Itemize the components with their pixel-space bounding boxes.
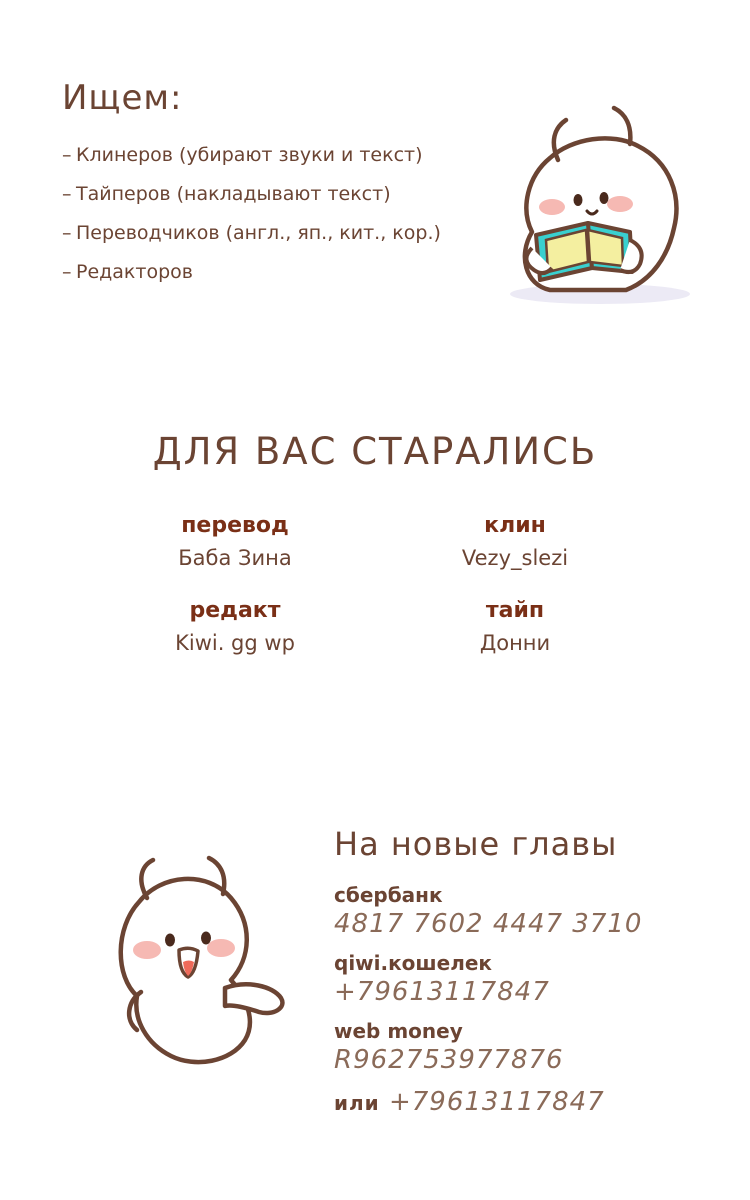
donation-title: На новые главы (334, 825, 618, 863)
credits-section (0, 430, 750, 655)
bullet-dash: – (62, 222, 72, 244)
mascot-blush-left (539, 199, 565, 215)
donation-section (334, 825, 724, 1117)
bullet-dash: – (62, 183, 72, 205)
credit-role: редакт (189, 598, 281, 623)
donation-alt-label: или (334, 1091, 380, 1115)
credit-name: Баба Зина (178, 546, 292, 570)
mascot-eye-right (201, 932, 211, 945)
donation-entry (334, 883, 724, 939)
list-item (62, 222, 492, 244)
bullet-dash: – (62, 261, 72, 283)
credit-name: Kiwi. gg wp (175, 631, 295, 655)
credit-entry (95, 598, 375, 655)
recruiting-section (62, 78, 492, 300)
bullet-dash: – (62, 144, 72, 166)
mascot-waving-icon (75, 840, 305, 1090)
donation-value: +79613117847 (334, 977, 550, 1007)
donation-alt-value: +79613117847 (388, 1087, 605, 1117)
list-item-label: Редакторов (76, 261, 193, 283)
credit-role: тайп (485, 598, 545, 623)
list-item (62, 261, 492, 283)
list-item (62, 144, 492, 166)
donation-label: web money (334, 1019, 463, 1043)
mascot-reading-icon (480, 80, 720, 320)
mascot-blush-right (607, 196, 633, 212)
list-item-label: Тайперов (накладывают текст) (76, 183, 391, 205)
credit-name: Vezy_slezi (461, 546, 569, 570)
donation-label: сбербанк (334, 883, 443, 907)
donation-entry (334, 951, 724, 1007)
donation-alternative (334, 1087, 724, 1117)
mascot-eye-left (165, 934, 175, 947)
recruiting-list (62, 144, 492, 283)
donation-value: R962753977876 (334, 1045, 564, 1075)
credit-role: перевод (181, 513, 289, 538)
credit-entry (375, 598, 655, 655)
list-item-label: Клинеров (убирают звуки и текст) (76, 144, 423, 166)
donation-label: qiwi.кошелек (334, 951, 493, 975)
credits-title: ДЛЯ ВАС СТАРАЛИСЬ (152, 430, 598, 473)
credit-entry (375, 513, 655, 570)
donation-value: 4817 7602 4447 3710 (334, 909, 643, 939)
donation-entry (334, 1019, 724, 1075)
mascot-eye-left (574, 194, 583, 206)
credit-entry (95, 513, 375, 570)
mascot-blush-right (207, 939, 235, 957)
credit-name: Донни (479, 631, 551, 655)
credit-role: клин (484, 513, 546, 538)
credits-grid (95, 513, 655, 655)
mascot-blush-left (133, 941, 161, 959)
mascot-eye-right (600, 192, 609, 204)
list-item (62, 183, 492, 205)
recruiting-title: Ищем: (62, 78, 183, 118)
list-item-label: Переводчиков (англ., яп., кит., кор.) (76, 222, 441, 244)
